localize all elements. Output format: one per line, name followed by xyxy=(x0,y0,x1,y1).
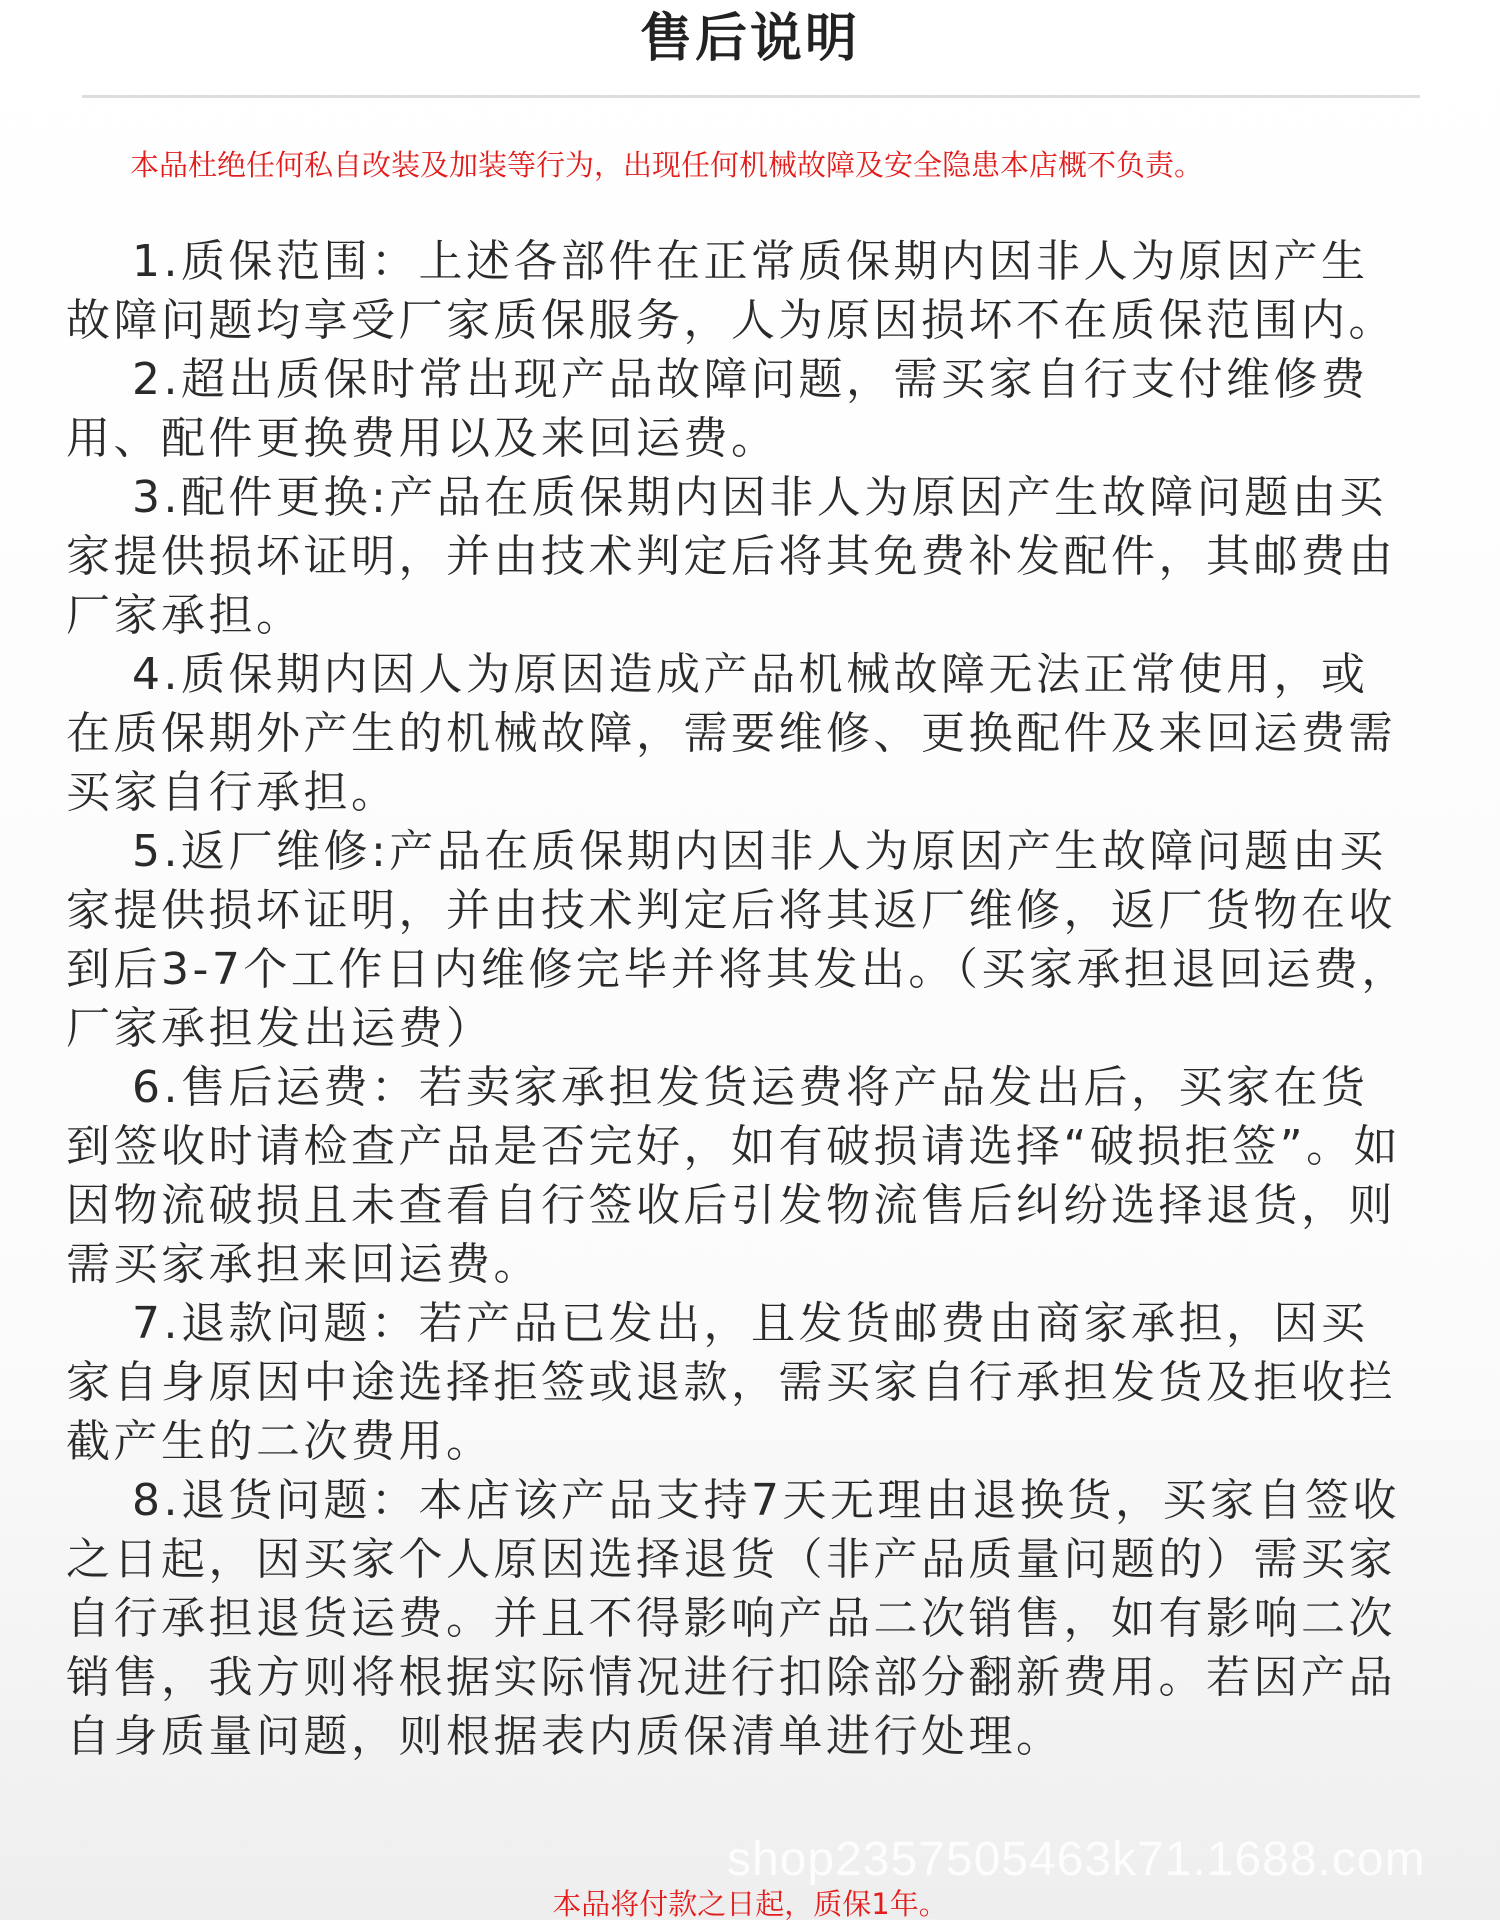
shop-watermark: shop2357505463k71.1688.com xyxy=(727,1833,1426,1886)
term-item-5: 5.返厂维修:产品在质保期内因非人为原因产生故障问题由买家提供损坏证明，并由技术判定后将其返厂维修，返厂货物在收到后3-7个工作日内维修完毕并将其发出。（买家承担退回运费，厂家承担发出运费） xyxy=(66,826,1409,1054)
term-item-2: 2.超出质保时常出现产品故障问题，需买家自行支付维修费用、配件更换费用以及来回运费。 xyxy=(66,354,1369,464)
term-item-4: 4.质保期内因人为原因造成产品机械故障无法正常使用，或在质保期外产生的机械故障，需要维修、更换配件及来回运费需买家自行承担。 xyxy=(66,649,1396,818)
terms-list xyxy=(66,232,1411,1766)
term-item-1: 1.质保范围：上述各部件在正常质保期内因非人为原因产生故障问题均享受厂家质保服务，人为原因损坏不在质保范围内。 xyxy=(66,236,1396,346)
warning-notice: 本品杜绝任何私自改装及加装等行为，出现任何机械故障及安全隐患本店概不负责。 xyxy=(130,148,1204,182)
term-item-3: 3.配件更换:产品在质保期内因非人为原因产生故障问题由买家提供损坏证明，并由技术判定后将其免费补发配件，其邮费由厂家承担。 xyxy=(66,472,1396,641)
title-divider xyxy=(82,95,1420,98)
page-title: 售后说明 xyxy=(639,9,860,69)
term-item-6: 6.售后运费：若卖家承担发货运费将产品发出后，买家在货到签收时请检查产品是否完好，如有破损请选择“破损拒签”。如因物流破损且未查看自行签收后引发物流售后纠纷选择退货，则需买家承担来回运费。 xyxy=(66,1062,1402,1290)
warranty-footer-note: 本品将付款之日起，质保1年。 xyxy=(552,1887,948,1921)
term-item-7: 7.退款问题：若产品已发出，且发货邮费由商家承担，因买家自身原因中途选择拒签或退款，需买家自行承担发货及拒收拦截产生的二次费用。 xyxy=(66,1298,1396,1467)
term-item-8: 8.退货问题：本店该产品支持7天无理由退换货，买家自签收之日起，因买家个人原因选择退货（非产品质量问题的）需买家自行承担退货运费。并且不得影响产品二次销售，如有影响二次销售，我方则将根据实际情况进行扣除部分翻新费用。若因产品自身质量问题，则根据表内质保清单进行处理。 xyxy=(66,1475,1400,1762)
